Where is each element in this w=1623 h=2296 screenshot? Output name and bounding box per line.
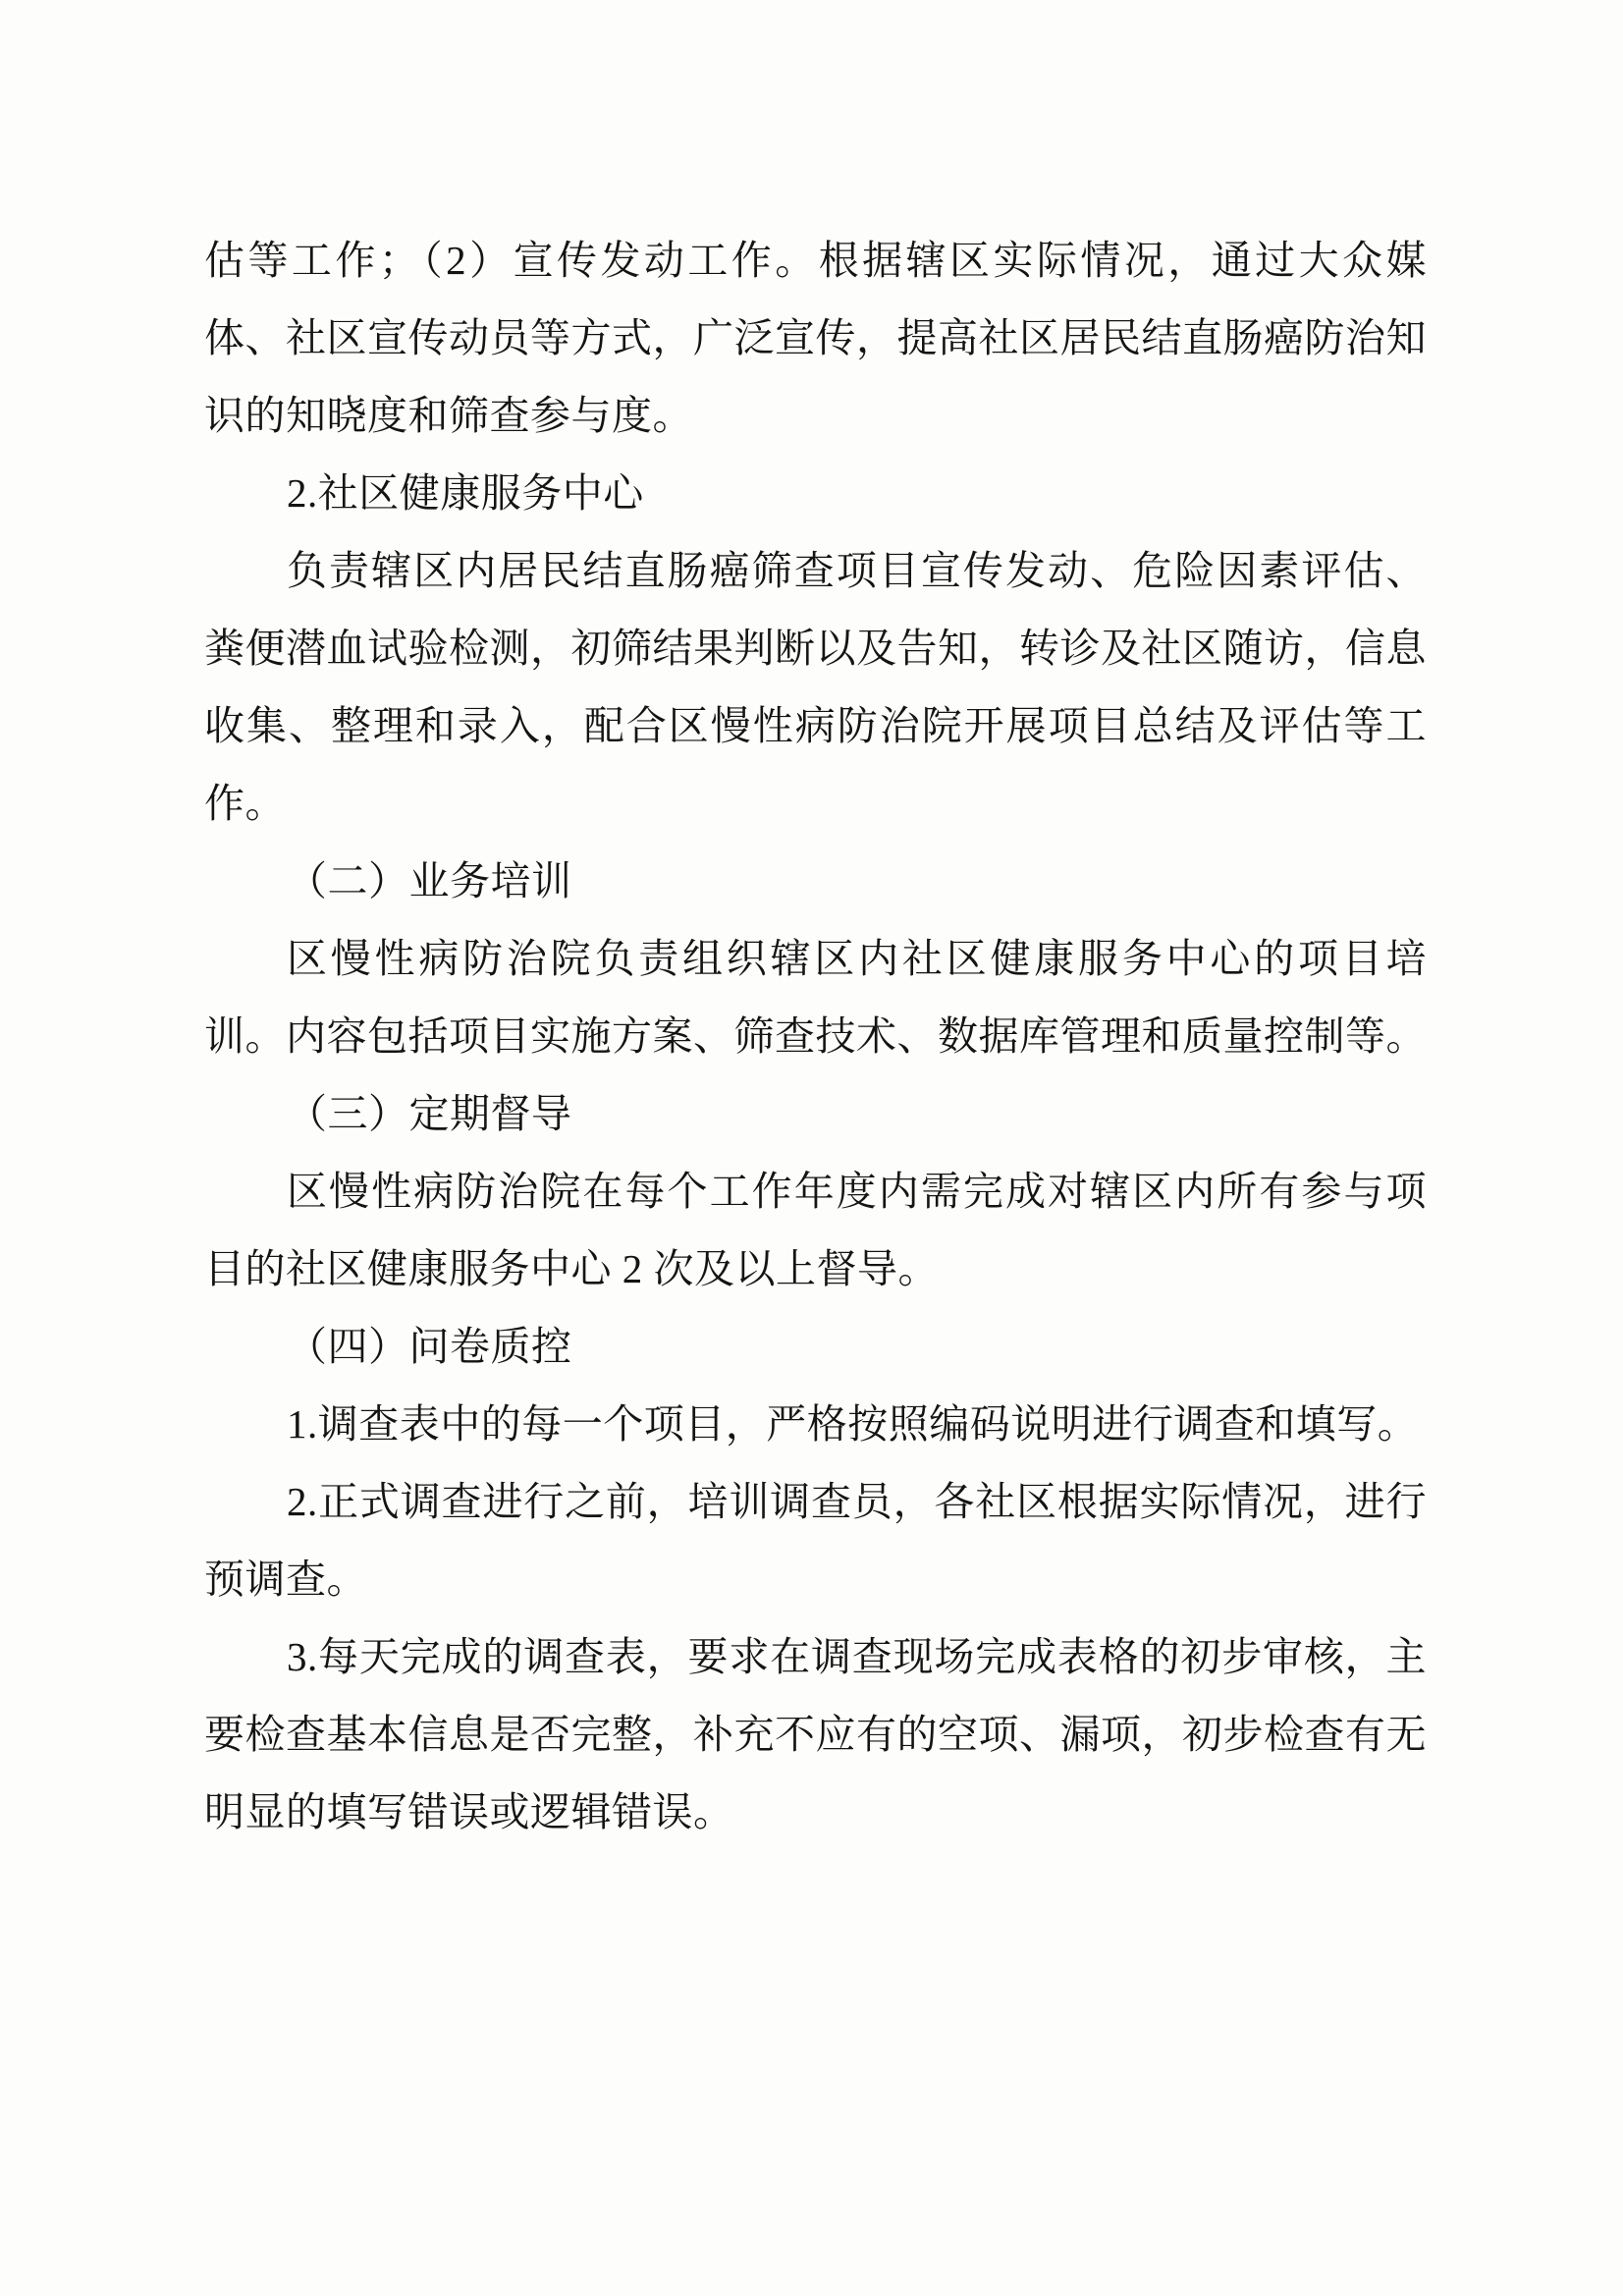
paragraph: 区慢性病防治院在每个工作年度内需完成对辖区内所有参与项目的社区健康服务中心 2 次及以上督导。	[204, 1169, 1427, 1291]
document-body	[204, 222, 1427, 1851]
paragraph: 2.社区健康服务中心	[287, 470, 644, 516]
paragraph: （二）业务培训	[287, 858, 572, 903]
paragraph: 负责辖区内居民结直肠癌筛查项目宣传发动、危险因素评估、粪便潜血试验检测，初筛结果判断以及告知，转诊及社区随访，信息收集、整理和录入，配合区慢性病防治院开展项目总结及评估等工作。	[204, 548, 1427, 826]
paragraph: （四）问卷质控	[287, 1324, 572, 1369]
paragraph: 估等工作；（2）宣传发动工作。根据辖区实际情况，通过大众媒体、社区宣传动员等方式，广泛宣传，提高社区居民结直肠癌防治知识的知晓度和筛查参与度。	[204, 238, 1427, 438]
paragraph: 区慢性病防治院负责组织辖区内社区健康服务中心的项目培训。内容包括项目实施方案、筛查技术、数据库管理和质量控制等。	[204, 936, 1427, 1059]
paragraph: 2.正式调查进行之前，培训调查员，各社区根据实际情况，进行预调查。	[204, 1479, 1427, 1602]
paragraph: 1.调查表中的每一个项目，严格按照编码说明进行调查和填写。	[287, 1401, 1419, 1447]
paragraph: 3.每天完成的调查表，要求在调查现场完成表格的初步审核，主要检查基本信息是否完整，补充不应有的空项、漏项，初步检查有无明显的填写错误或逻辑错误。	[204, 1634, 1427, 1834]
paragraph: （三）定期督导	[287, 1091, 572, 1136]
